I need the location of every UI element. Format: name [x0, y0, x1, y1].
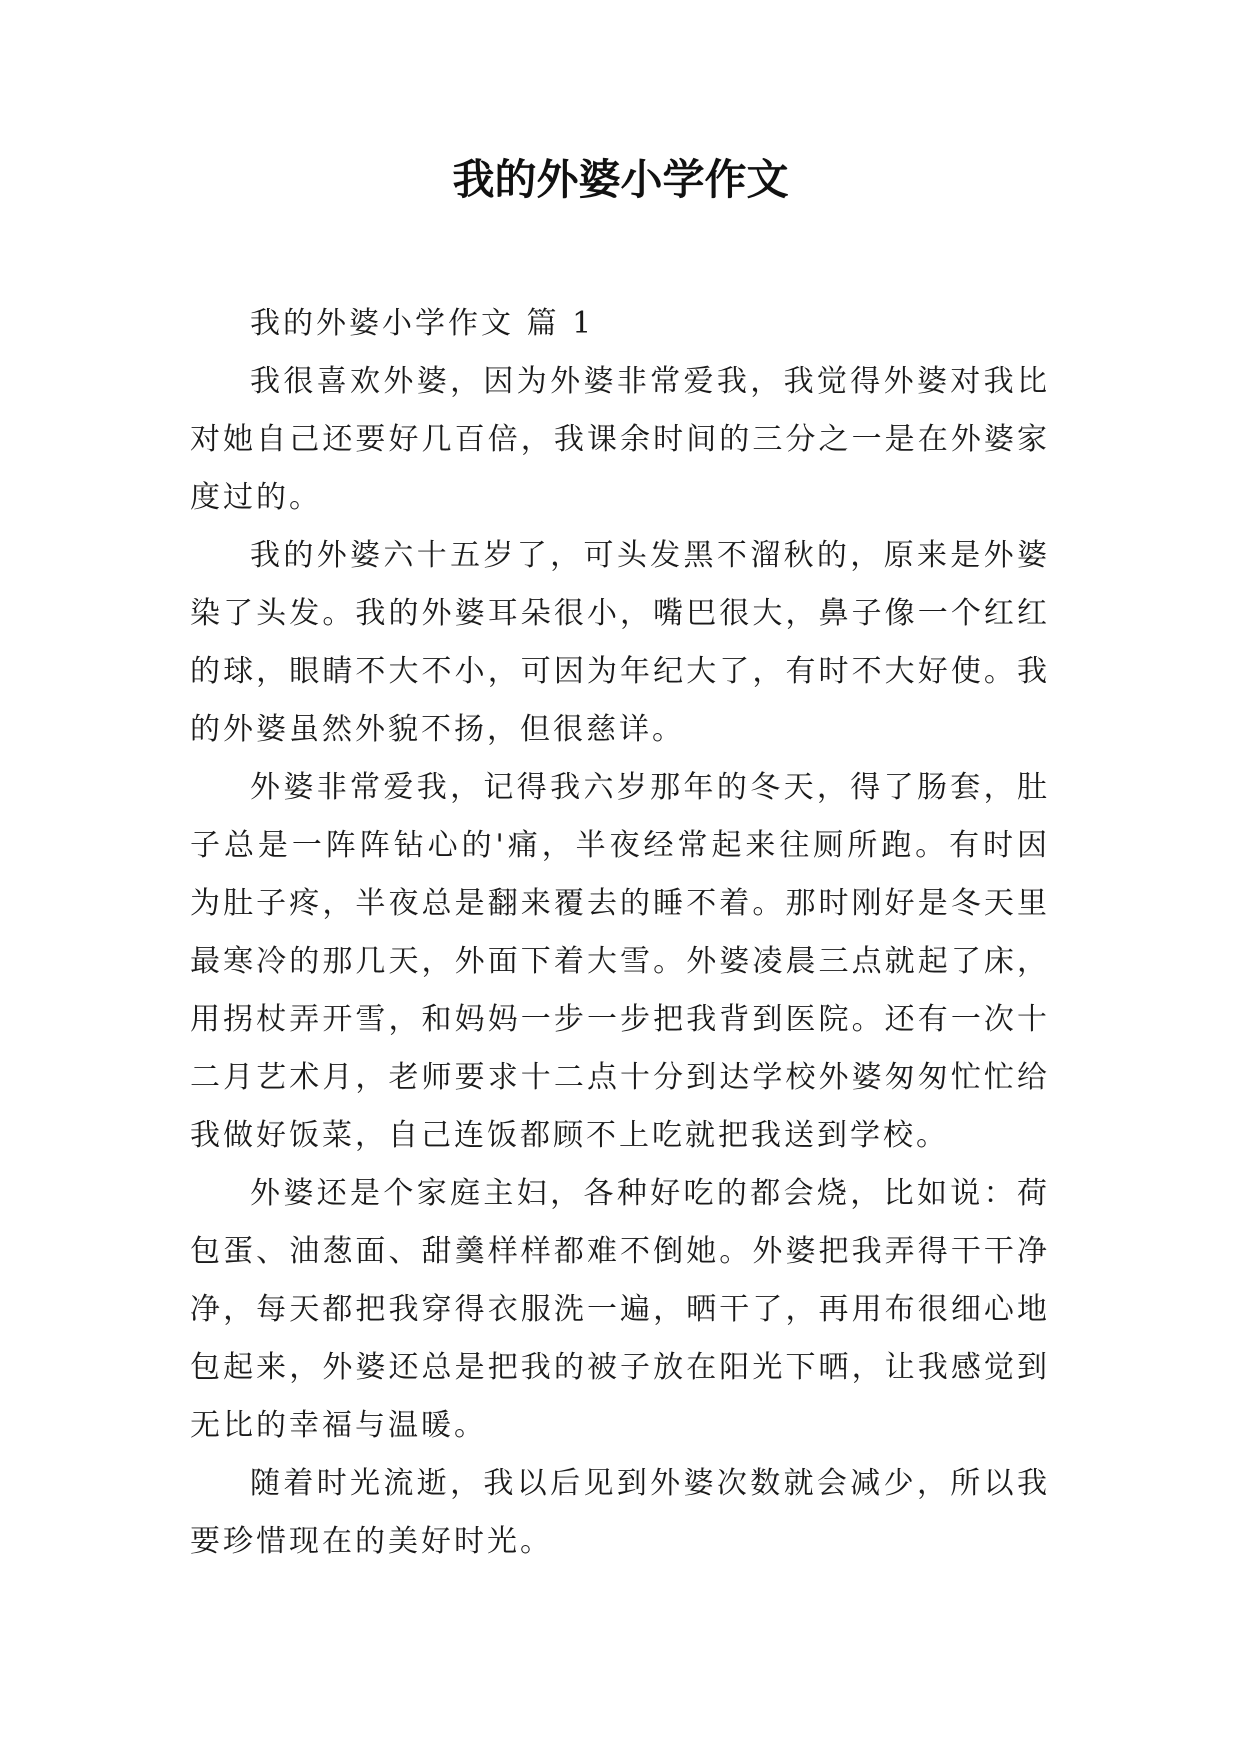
document-body — [190, 295, 1050, 1571]
paragraph-3: 外婆非常爱我，记得我六岁那年的冬天，得了肠套，肚子总是一阵阵钻心的'痛，半夜经常起来往厕所跑。有时因为肚子疼，半夜总是翻来覆去的睡不着。那时刚好是冬天里最寒冷的那几天，外面下着大雪。外婆凌晨三点就起了床，用拐杖弄开雪，和妈妈一步一步把我背到医院。还有一次十二月艺术月，老师要求十二点十分到达学校外婆匆匆忙忙给我做好饭菜，自己连饭都顾不上吃就把我送到学校。 — [190, 770, 1050, 1153]
paragraph-2: 我的外婆六十五岁了，可头发黑不溜秋的，原来是外婆染了头发。我的外婆耳朵很小，嘴巴很大，鼻子像一个红红的球，眼睛不大不小，可因为年纪大了，有时不大好使。我的外婆虽然外貌不扬，但很慈详。 — [190, 538, 1050, 747]
paragraph-5: 随着时光流逝，我以后见到外婆次数就会减少，所以我要珍惜现在的美好时光。 — [190, 1466, 1050, 1559]
section-heading: 我的外婆小学作文 篇 1 — [250, 306, 595, 341]
document-title: 我的外婆小学作文 — [452, 155, 789, 204]
paragraph-4: 外婆还是个家庭主妇，各种好吃的都会烧，比如说：荷包蛋、油葱面、甜羹样样都难不倒她。外婆把我弄得干干净净，每天都把我穿得衣服洗一遍，晒干了，再用布很细心地包起来，外婆还总是把我的被子放在阳光下晒，让我感觉到无比的幸福与温暖。 — [190, 1176, 1050, 1443]
paragraph-1: 我很喜欢外婆，因为外婆非常爱我，我觉得外婆对我比对她自己还要好几百倍，我课余时间的三分之一是在外婆家度过的。 — [190, 364, 1050, 515]
